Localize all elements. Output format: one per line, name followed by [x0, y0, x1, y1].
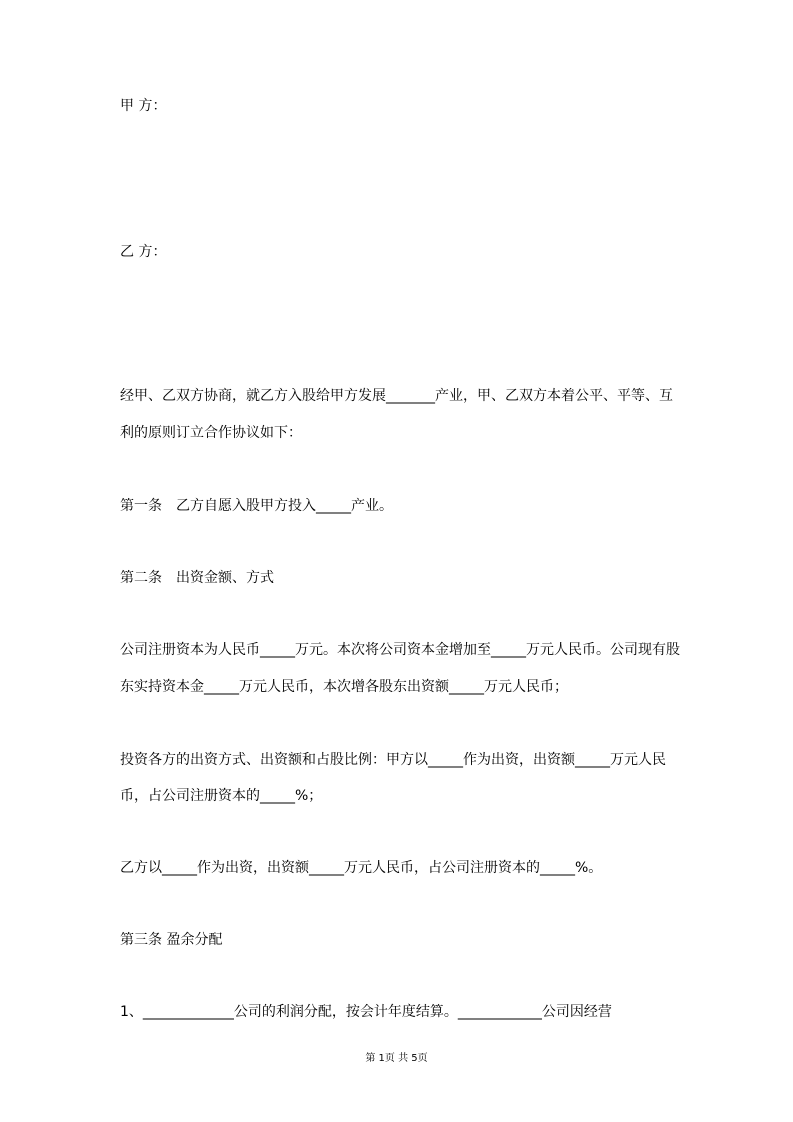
article-3-title: 第三条 盈余分配 — [120, 932, 223, 948]
profit-distribution-line: 1、_____________公司的利润分配，按会计年度结算。____________公司因经营 — [120, 1004, 612, 1020]
investment-paragraph-line-2: 币，占公司注册资本的_____%； — [120, 788, 323, 804]
investment-paragraph-line-1: 投资各方的出资方式、出资额和占股比例：甲方以_____作为出资，出资额_____万元人民 — [120, 752, 666, 768]
party-b-label: 乙 方： — [120, 244, 167, 260]
article-1: 第一条 乙方自愿入股甲方投入_____产业。 — [120, 498, 393, 514]
article-2-title: 第二条 出资金额、方式 — [120, 570, 274, 586]
capital-paragraph-line-1: 公司注册资本为人民币_____万元。本次将公司资本金增加至_____万元人民币。公司现有股 — [120, 642, 680, 658]
party-a-label: 甲 方： — [120, 98, 167, 114]
capital-paragraph-line-2: 东实持资本金_____万元人民币，本次增各股东出资额_____万元人民币； — [120, 679, 568, 695]
intro-paragraph-line-2: 利的原则订立合作协议如下： — [120, 425, 302, 441]
party-b-investment: 乙方以_____作为出资，出资额_____万元人民币，占公司注册资本的_____%。 — [120, 860, 603, 876]
page-footer: 第 1页 共 5页 — [365, 1053, 428, 1064]
intro-paragraph-line-1: 经甲、乙双方协商，就乙方入股给甲方发展_______产业，甲、乙双方本着公平、平等、互 — [120, 388, 673, 404]
